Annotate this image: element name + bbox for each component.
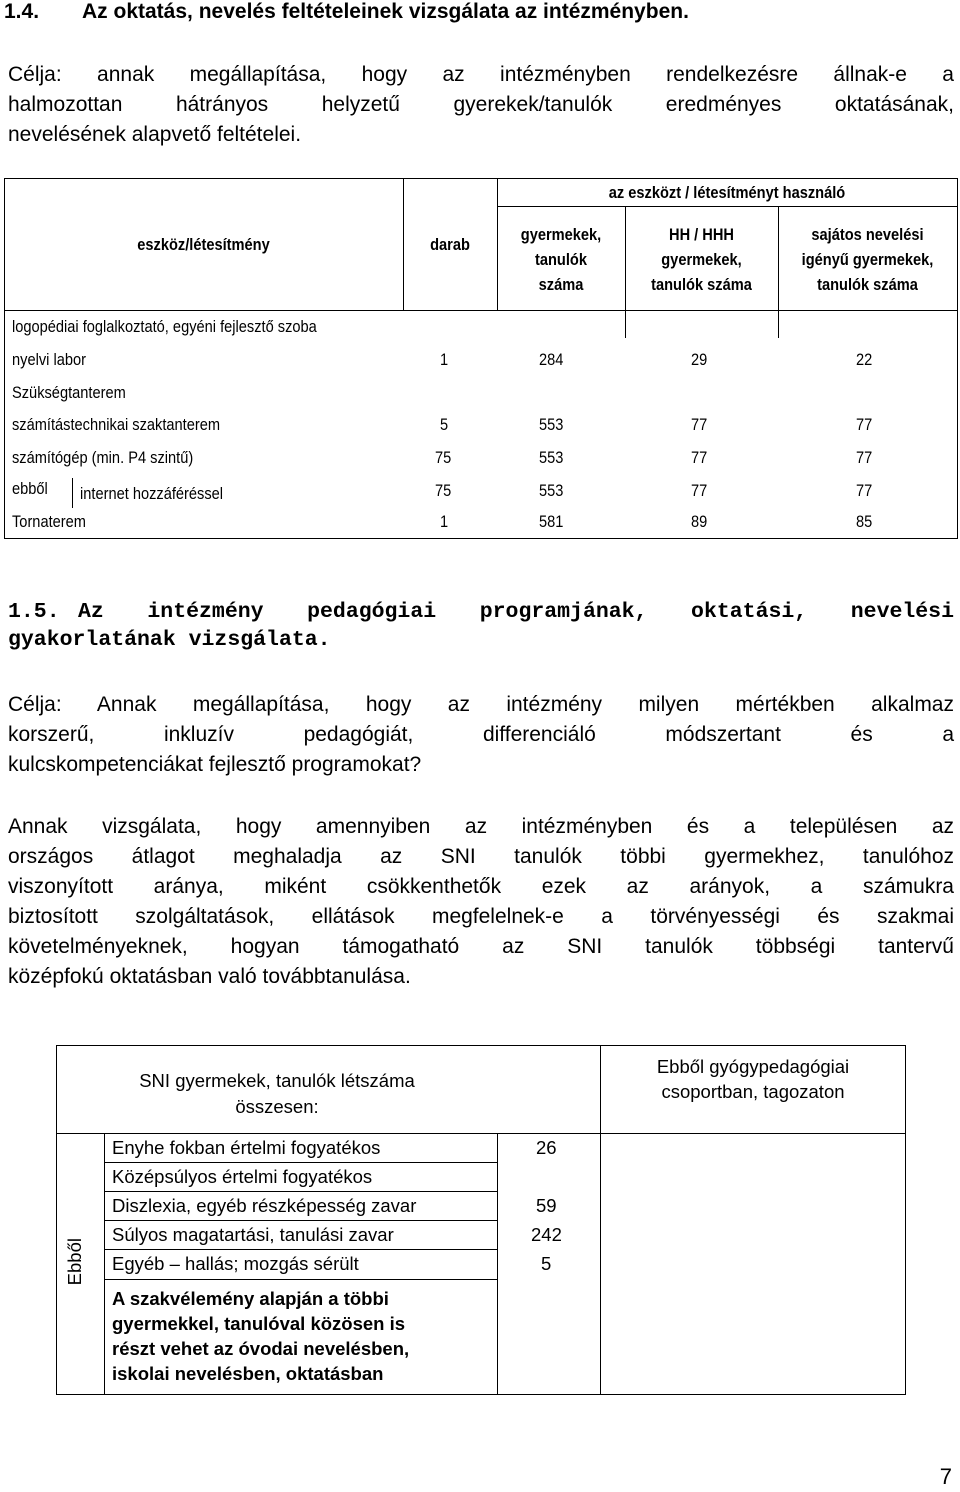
header-children: gyermekek, tanulók száma	[520, 225, 602, 294]
header-sni-total: SNI gyermekek, tanulók létszáma összesen:	[139, 1070, 415, 1117]
goal-line: korszerű, inkluzív pedagógiát, differenciáló módszertant és a	[8, 723, 954, 746]
page-number: 7	[939, 1464, 952, 1489]
row-hh: 77	[691, 448, 708, 467]
row-hh: 77	[691, 481, 708, 500]
goal-line: Célja: Annak megállapítása, hogy az intézmény milyen mértékben alkalmaz	[8, 693, 954, 716]
row-name: Szükségtanterem	[12, 383, 126, 402]
header-count: darab	[430, 235, 470, 254]
section-1-5-title-line2: gyakorlatának vizsgálata.	[8, 628, 331, 652]
row-name: internet hozzáféréssel	[80, 484, 224, 503]
row-prefix: ebből	[12, 479, 48, 498]
sni-row-value: 242	[531, 1224, 562, 1245]
sni-bold-note: A szakvélemény alapján a többi gyermekkel, tanulóval közösen is részt vehet az óvodai nevelésben, iskolai nevelésben, oktatásban	[112, 1288, 410, 1384]
section-1-4-number: 1.4.	[4, 0, 40, 23]
sni-row-label: Középsúlyos értelmi fogyatékos	[112, 1166, 373, 1187]
row-hh: 89	[691, 512, 708, 531]
row-sni: 85	[856, 512, 873, 531]
section-1-5-title-line1: Az intézmény pedagógiai programjának, oktatási, nevelési	[78, 600, 954, 624]
body-line: követelményeknek, hogyan támogatható az SNI tanulók többségi tantervű	[8, 935, 954, 958]
row-hh: 29	[691, 350, 708, 369]
sni-row-label: Egyéb – hallás; mozgás sérült	[112, 1253, 359, 1274]
side-label-ebbol: Ebből	[64, 1238, 85, 1286]
row-children: 553	[539, 415, 564, 434]
sni-row-label: Súlyos magatartási, tanulási zavar	[112, 1224, 394, 1245]
goal-line: halmozottan hátrányos helyzetű gyerekek/tanulók eredményes oktatásának,	[8, 93, 954, 116]
header-hh-children: HH / HHH gyermekek, tanulók száma	[651, 225, 752, 294]
sni-row-value: 59	[536, 1195, 557, 1216]
section-1-5-number: 1.5.	[8, 600, 60, 624]
sni-row-value: 5	[541, 1253, 552, 1274]
goal-line: nevelésének alapvető feltételei.	[8, 123, 302, 146]
sni-row-label: Enyhe fokban értelmi fogyatékos	[112, 1137, 381, 1158]
sni-row-value: 26	[536, 1137, 557, 1158]
sni-row-label: Diszlexia, egyéb részképesség zavar	[112, 1195, 417, 1216]
row-count: 1	[440, 512, 449, 531]
row-sni: 77	[856, 448, 873, 467]
header-sni-children: sajátos nevelési igényű gyermekek, tanulók száma	[801, 225, 934, 294]
body-line: országos átlagot meghaladja az SNI tanulók többi gyermekhez, tanulóhoz	[8, 845, 954, 868]
row-children: 553	[539, 448, 564, 467]
row-children: 581	[539, 512, 564, 531]
section-1-4-title: Az oktatás, nevelés feltételeinek vizsgálata az intézményben.	[82, 0, 689, 23]
body-line: viszonyított aránya, miként csökkenthetők ezek az arányok, a számukra	[8, 875, 954, 898]
row-sni: 22	[856, 350, 873, 369]
header-group-users: az eszközt / létesítményt használó	[608, 183, 846, 202]
row-sni: 77	[856, 481, 873, 500]
goal-line: kulcskompetenciákat fejlesztő programokat?	[8, 753, 422, 776]
body-line: Annak vizsgálata, hogy amennyiben az intézményben és a településen az	[8, 815, 954, 838]
row-count: 75	[435, 448, 452, 467]
goal-line: Célja: annak megállapítása, hogy az intézményben rendelkezésre állnak-e a	[8, 63, 954, 86]
row-name: logopédiai foglalkoztató, egyéni fejlesztő szoba	[12, 317, 317, 336]
row-name: számítógép (min. P4 szintű)	[12, 448, 194, 467]
body-line: középfokú oktatásban való továbbtanulása.	[8, 965, 411, 988]
row-count: 75	[435, 481, 452, 500]
row-sni: 77	[856, 415, 873, 434]
header-equipment: eszköz/létesítmény	[137, 235, 270, 254]
row-children: 553	[539, 481, 564, 500]
row-hh: 77	[691, 415, 708, 434]
header-sni-special-group: Ebből gyógypedagógiai csoportban, tagozaton	[656, 1056, 850, 1102]
row-children: 284	[539, 350, 564, 369]
row-name: számítástechnikai szaktanterem	[12, 415, 221, 434]
row-count: 5	[440, 415, 449, 434]
row-count: 1	[440, 350, 449, 369]
body-line: biztosított szolgáltatások, ellátások megfelelnek-e a törvényességi és szakmai	[8, 905, 954, 928]
row-name: Tornaterem	[12, 512, 86, 531]
row-name: nyelvi labor	[12, 350, 86, 369]
